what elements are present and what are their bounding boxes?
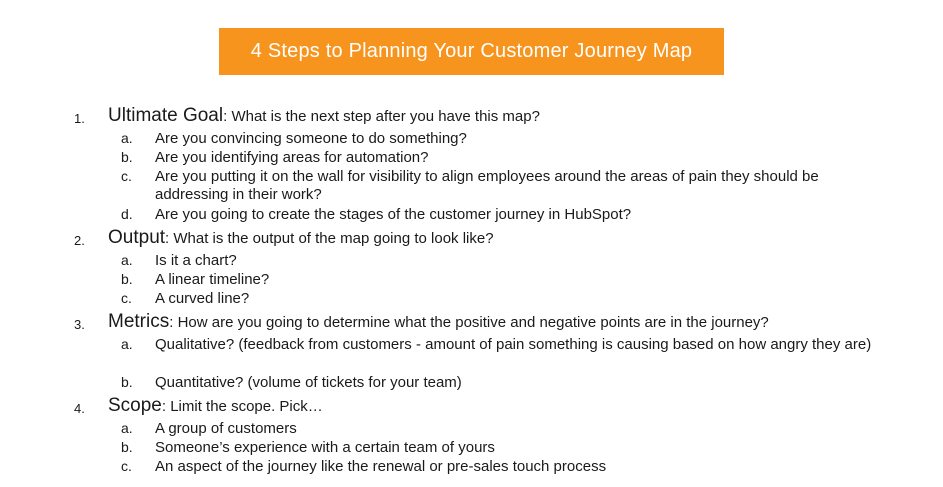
sub-item (0, 252, 943, 271)
sub-item-text: Are you convincing someone to do something? (155, 130, 467, 147)
sub-item (0, 439, 943, 458)
sub-item-letter: a. (121, 130, 133, 146)
sub-item-text: An aspect of the journey like the renewal or pre-sales touch process (155, 458, 607, 475)
step-description: : What is the output of the map going to look like? (165, 230, 494, 247)
sub-item-text: Is it a chart? (155, 252, 237, 269)
sub-item-text: Are you putting it on the wall for visibility to align employees around the areas of pain they should be addressing in their work? (155, 168, 819, 203)
step-header (0, 309, 943, 336)
step-ultimate-goal (0, 103, 943, 225)
sub-item (0, 130, 943, 149)
sub-item (0, 374, 943, 393)
sub-item-text: Are you going to create the stages of the customer journey in HubSpot? (155, 206, 632, 223)
sub-item (0, 336, 943, 374)
sub-item-letter: c. (121, 290, 132, 306)
step-description: : What is the next step after you have this map? (223, 108, 540, 125)
sub-item-letter: a. (121, 336, 133, 352)
sub-item (0, 290, 943, 309)
sub-item-letter: a. (121, 420, 133, 436)
step-heading (108, 395, 323, 417)
step-metrics (0, 309, 943, 393)
sub-item (0, 420, 943, 439)
title-banner (219, 28, 724, 75)
sub-item (0, 206, 943, 225)
sub-item-letter: b. (121, 271, 133, 287)
step-scope (0, 393, 943, 477)
sub-item-text: Are you identifying areas for automation? (155, 149, 429, 166)
step-description: : How are you going to determine what the positive and negative points are in the journey? (169, 314, 769, 331)
sub-item-letter: b. (121, 149, 133, 165)
step-title: Output (108, 227, 166, 248)
step-header (0, 225, 943, 252)
sub-item-text: A group of customers (155, 420, 297, 437)
sub-item-text: A linear timeline? (155, 271, 270, 288)
step-title: Metrics (108, 311, 170, 332)
sub-item-text: Qualitative? (feedback from customers - amount of pain something is causing based on how angry they are) (155, 336, 872, 353)
step-output (0, 225, 943, 309)
sub-item-text: A curved line? (155, 290, 250, 307)
sub-item-letter: b. (121, 439, 133, 455)
step-heading (108, 105, 540, 127)
sub-item-letter: c. (121, 168, 132, 184)
sub-item-text: Quantitative? (volume of tickets for your team) (155, 374, 462, 391)
step-number: 4. (74, 401, 85, 416)
step-heading (108, 227, 494, 249)
step-header (0, 103, 943, 130)
sub-item-letter: b. (121, 374, 133, 390)
step-heading (108, 311, 769, 333)
sub-item (0, 168, 943, 206)
sub-item (0, 271, 943, 290)
page-title: 4 Steps to Planning Your Customer Journey Map (250, 40, 693, 62)
sub-item (0, 458, 943, 477)
steps-list (0, 103, 943, 477)
step-description: : Limit the scope. Pick… (161, 398, 323, 415)
step-number: 2. (74, 233, 85, 248)
sub-item-text: Someone’s experience with a certain team of yours (155, 439, 495, 456)
sub-item-letter: d. (121, 206, 133, 222)
step-header (0, 393, 943, 420)
sub-item-letter: a. (121, 252, 133, 268)
sub-item-letter: c. (121, 458, 132, 474)
step-number: 3. (74, 317, 85, 332)
step-title: Scope (108, 395, 162, 416)
step-number: 1. (74, 111, 85, 126)
sub-item (0, 149, 943, 168)
step-title: Ultimate Goal (108, 105, 224, 126)
